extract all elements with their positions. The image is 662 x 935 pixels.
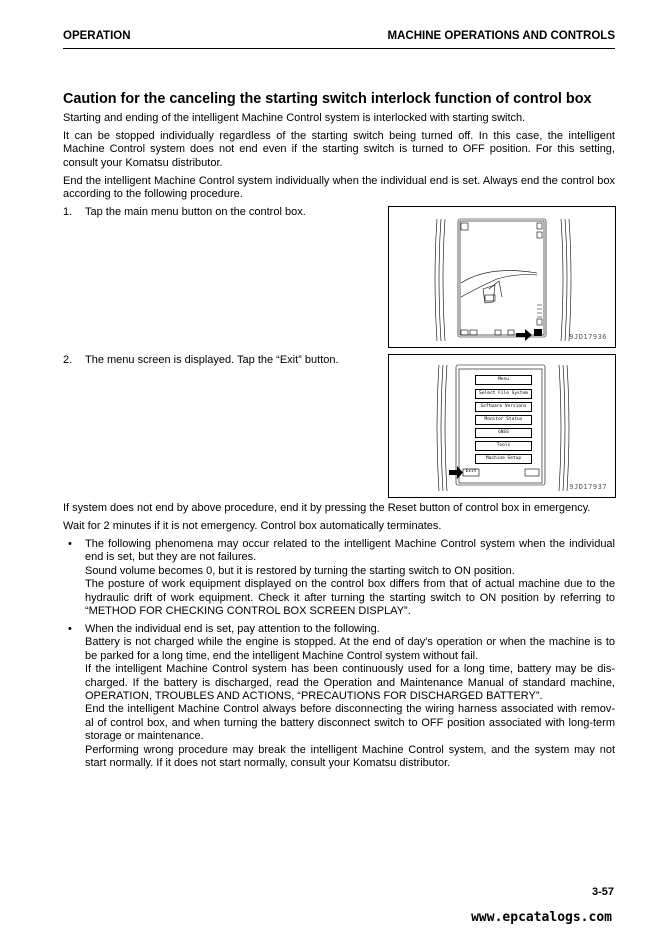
header-rule (63, 48, 615, 49)
page-number: 3-57 (591, 886, 614, 898)
menu-exit-button: Exit (465, 469, 477, 474)
figure-menu-screen (388, 354, 616, 498)
figure-main-screen (388, 206, 616, 348)
bullet-line: When the individual end is set, pay attention to the following. (85, 623, 380, 635)
menu-item-select-file-system: Select File System (475, 389, 532, 399)
bullet-line: Battery is not charged while the engine is stopped. At the end of day's operation or when the machine is to (85, 636, 615, 649)
bullet-line: The posture of work equipment displayed on the control box differs from that of actual machine due to the (85, 578, 615, 591)
figure-id: 9JD17936 (569, 333, 607, 341)
menu-item-tools: Tools (475, 441, 532, 451)
menu-title: Menu (475, 375, 532, 385)
bullet-line: Sound volume becomes 0, but it is restored by turning the starting switch to ON position. (85, 564, 515, 577)
main-menu-button-target (534, 329, 542, 336)
paragraph-end-procedure: End the intelligent Machine Control system individually when the individual end is set. Always end the control box according to the following procedure. (63, 175, 615, 201)
bullet-line: storage or maintenance. (85, 730, 204, 743)
bullet-line: Performing wrong procedure may break the intelligent Machine Control system, and the system may not (85, 743, 615, 756)
paragraph-wait: Wait for 2 minutes if it is not emergency. Control box automatically terminates. (63, 520, 442, 532)
bullet-line: End the intelligent Machine Control always before disconnecting the wiring harness associated with remov- (85, 703, 615, 716)
menu-item-gnss: GNSS (475, 428, 532, 438)
bullet-line: charged. If the battery is discharged, read the Operation and Maintenance Manual of standard machine, (85, 676, 615, 689)
step-text: Tap the main menu button on the control box. (85, 206, 306, 218)
bullet-line: “METHOD FOR CHECKING CONTROL BOX SCREEN DISPLAY”. (85, 605, 411, 618)
menu-item-machine-setup: Machine Setup (475, 454, 532, 464)
header-section: OPERATION (63, 30, 131, 42)
bullet-line: be parked for a long time, end the intelligent Machine Control system without fail. (85, 649, 479, 662)
bullet-line: OPERATION, TROUBLES AND ACTIONS, “PRECAUTIONS FOR DISCHARGED BATTERY”. (85, 690, 543, 703)
bullet-line: end is set, but they are not failures. (85, 551, 257, 564)
control-box-main-screen-illustration (389, 207, 615, 347)
bullet-line: al of control box, and when turning the battery disconnect switch to OFF position associated with long-term (85, 716, 615, 729)
bullet-phenomena: • The following phenomena may occur related to the intelligent Machine Control system when the individual end is set, but they are not failures. Sound volume becomes 0, but it is restored by turning the starting switch to ON position. The posture of work equipment displayed on the control box differs from that of actual machine due to the hydraulic drift of work equipment. Check it after turning the starting switch to ON position by referring to “METHOD FOR CHECKING CONTROL BOX SCREEN DISPLAY”. (68, 538, 615, 618)
step-2 (63, 354, 339, 367)
bullet-individual-end: • When the individual end is set, pay attention to the following. Battery is not charged while the engine is stopped. At the end of day's operation or when the machine is to be parked for a long time, end the intelligent Machine Control system without fail. If the intelligent Machine Control system has been continuously used for a long time, battery may be dis- charged. If the battery is discharged, read the Operation and Maintenance Manual of standard machine, OPERATION, TROUBLES AND ACTIONS, “PRECAUTIONS FOR DISCHARGED BATTERY”. End the intelligent Machine Control always before disconnecting the wiring harness associated with remov- al of control box, and when turning the battery disconnect switch to OFF position associated with long-term storage or maintenance. Performing wrong procedure may break the intelligent Machine Control system, and the system may not start normally. If it does not start normally, consult your Komatsu distributor. (68, 623, 615, 770)
pointer-arrow-icon (516, 329, 532, 341)
paragraph-reset: If system does not end by above procedure, end it by pressing the Reset button of control box in emergency. (63, 502, 591, 514)
menu-panel (461, 371, 541, 481)
step-number: 1. (63, 206, 73, 218)
figure-id: 9JD17937 (569, 483, 607, 491)
bullet-line: If the intelligent Machine Control system has been continuously used for a long time, battery may be dis- (85, 663, 615, 676)
footer-url[interactable]: www.epcatalogs.com (471, 910, 612, 925)
menu-item-monitor-status: Monitor Status (475, 415, 532, 425)
bullet-line: The following phenomena may occur related to the intelligent Machine Control system when the individual (85, 538, 615, 550)
step-text: The menu screen is displayed. Tap the “Exit” button. (85, 354, 339, 366)
header-chapter: MACHINE OPERATIONS AND CONTROLS (387, 30, 615, 42)
paragraph-interlock: Starting and ending of the intelligent Machine Control system is interlocked with starting switch. (63, 112, 526, 124)
step-number: 2. (63, 354, 73, 366)
section-title: Caution for the canceling the starting switch interlock function of control box (63, 91, 592, 107)
bullet-line: start normally. If it does not start normally, consult your Komatsu distributor. (85, 757, 451, 770)
paragraph-individual-stop: It can be stopped individually regardless of the starting switch being turned off. In this case, the intelligent Machine Control system does not end even if the starting switch is turned to OFF position. For this setting, consult your Komatsu distributor. (63, 130, 615, 169)
bullet-line: hydraulic drift of work equipment. Check it after turning the starting switch to ON position by referring to (85, 591, 615, 604)
step-1 (63, 206, 306, 219)
menu-item-software-versions: Software Versions (475, 402, 532, 412)
